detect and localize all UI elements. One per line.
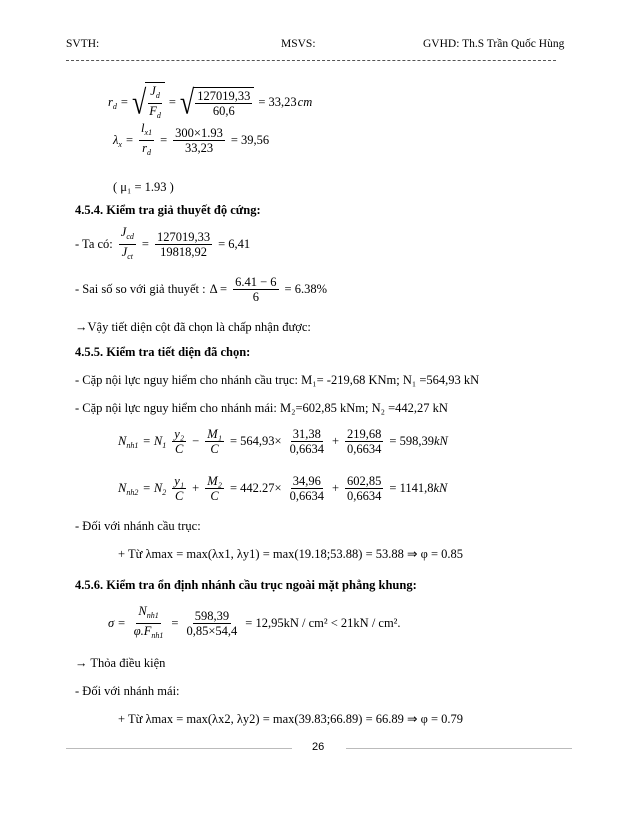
- roof-lambda-line: + Từ λmax = max(λx2, λy2) = max(39.83;66.89) = 66.89 ⇒ φ = 0.79: [118, 712, 463, 726]
- rd-numerator: 127019,33: [197, 89, 251, 103]
- sqrt-values: √ $\frac{127019,33}{60,6}$: [180, 87, 254, 118]
- crane-branch-label: - Đối với nhánh cầu trục:: [75, 519, 201, 533]
- phi-f-sub: nh1: [151, 631, 164, 640]
- rd-result: = 33,23: [258, 95, 297, 109]
- m1-symbol: M₁: [207, 427, 222, 441]
- lambda-denominator: 33,23: [184, 141, 214, 155]
- internal-force-crane: - Cặp nội lực nguy hiểm cho nhánh cầu trục: M₁= -219,68 KNm; N₁ =564,93 kN: [75, 373, 480, 387]
- c-symbol: C: [175, 442, 184, 456]
- c-value: 0,6634: [347, 489, 382, 503]
- ratio-denominator: 19818,92: [160, 245, 207, 259]
- header-divider: [66, 60, 556, 61]
- lx-symbol: l: [141, 121, 145, 135]
- jd-symbol: J: [150, 84, 156, 98]
- jd-sub: d: [155, 91, 160, 100]
- jct-sub: ct: [127, 252, 134, 261]
- jcd-symbol: J: [120, 225, 127, 239]
- c-value: 0,6634: [289, 489, 324, 503]
- footer-line-right: [346, 748, 572, 749]
- nnh1-symbol: N: [118, 433, 127, 448]
- header-right: GVHD: Th.S Trần Quốc Hùng: [423, 38, 565, 50]
- header-center: MSVS:: [281, 38, 316, 50]
- n2-symbol: = N: [142, 480, 163, 495]
- footer-line-left: [66, 748, 292, 749]
- delta-symbol: Δ =: [209, 282, 228, 296]
- equals-sign: =: [171, 616, 179, 630]
- error-result: = 6.38%: [284, 282, 327, 296]
- rd-symbol: r: [108, 94, 113, 109]
- rd-unit: cm: [297, 95, 313, 109]
- n1-value: = 564,93×: [229, 434, 282, 448]
- eq-stiffness-ratio: - Ta có: $\frac{J_{cd}}{J_{ct}}$ = $\frac{127019,33}{19818,92}$ = 6,41: [75, 225, 251, 261]
- n2-sub: 2: [162, 487, 167, 497]
- error-label: - Sai số so với giả thuyết :: [75, 282, 206, 296]
- y2-symbol: y₂: [174, 427, 185, 441]
- plus-sign: +: [331, 481, 340, 495]
- lambda-result: = 39,56: [230, 133, 270, 147]
- eq-sigma: [108, 604, 401, 643]
- y1-value: 34,96: [292, 474, 321, 488]
- jct-symbol: J: [121, 245, 128, 259]
- eq-nnh2: [118, 474, 447, 503]
- internal-force-roof: - Cặp nội lực nguy hiểm cho nhánh mái: M₂=602,85 kNm; N₂ =442,27 kN: [75, 401, 448, 415]
- eq-nnh1: [118, 427, 448, 456]
- sigma-result: = 12,95kN / cm² < 21kN / cm².: [245, 616, 401, 630]
- n-sub: nh1: [146, 611, 159, 620]
- plus-sign: +: [192, 481, 200, 495]
- n1-sub: 1: [162, 440, 167, 450]
- c-symbol: C: [210, 489, 219, 503]
- rd2-sub: d: [147, 148, 151, 157]
- nnh1-result: = 598,39: [389, 434, 434, 448]
- lx-sub: x1: [144, 128, 153, 137]
- sigma-denominator: 0,85×54,4: [186, 624, 238, 638]
- c-value: 0,6634: [347, 442, 382, 456]
- nnh2-symbol: N: [118, 480, 127, 495]
- mu-note: ( μ₁ = 1.93 ): [113, 180, 174, 194]
- ratio-numerator: 127019,33: [156, 230, 211, 244]
- ta-co-label: - Ta có:: [75, 237, 113, 251]
- roof-branch-label: - Đối với nhánh mái:: [75, 684, 180, 698]
- fd-symbol: F: [149, 104, 157, 118]
- error-numerator: 6.41 − 6: [235, 275, 277, 289]
- phi-f-symbol: φ.F: [133, 624, 152, 638]
- eq-error: [75, 275, 327, 304]
- header-left: SVTH:: [66, 38, 100, 50]
- n1-symbol: = N: [142, 433, 163, 448]
- ratio-result: = 6,41: [218, 237, 251, 251]
- lambda-numerator: 300×1.93: [175, 126, 223, 140]
- c-value: 0,6634: [289, 442, 324, 456]
- n2-value: = 442.27×: [229, 481, 282, 495]
- fd-sub: d: [156, 111, 161, 120]
- m1-value: 219,68: [347, 427, 382, 441]
- nnh1-unit: kN: [433, 434, 448, 448]
- sigma-symbol: σ =: [108, 616, 126, 630]
- m2-symbol: M₂: [207, 474, 222, 488]
- error-denominator: 6: [252, 290, 259, 304]
- nnh2-unit: kN: [433, 481, 448, 495]
- lambda-symbol: λ: [113, 132, 119, 147]
- y2-value: 31,38: [292, 427, 321, 441]
- page-number: 26: [312, 741, 325, 753]
- eq-rd: $r_d$ = √ $\frac{J_d}{F_d}$ = √ $\frac{127019,33}{60,6}$ = 33,23 cm: [108, 82, 312, 123]
- m2-value: 602,85: [347, 474, 382, 488]
- c-symbol: C: [210, 442, 219, 456]
- n-symbol: N: [138, 604, 147, 618]
- rd-denominator: 60,6: [212, 104, 235, 118]
- minus-sign: −: [192, 434, 200, 448]
- conclusion-accepted: →Vậy tiết diện cột đã chọn là chấp nhận được:: [75, 320, 311, 334]
- nnh2-sub: nh2: [126, 487, 139, 497]
- sigma-numerator: 598,39: [194, 609, 230, 623]
- section-4-5-5-title: 4.5.5. Kiểm tra tiết diện đã chọn:: [75, 345, 251, 359]
- section-4-5-6-title: 4.5.6. Kiểm tra ổn định nhánh cầu trục ngoài mặt phẳng khung:: [75, 578, 417, 592]
- sqrt-jd-fd: √ $\frac{J_d}{F_d}$: [132, 82, 165, 123]
- crane-lambda-line: + Từ λmax = max(λx1, λy1) = max(19.18;53.88) = 53.88 ⇒ φ = 0.85: [118, 547, 463, 561]
- eq-lambda: $\lambda_x$ = $\frac{l_{x1}}{r_d}$ = $\frac{300\times 1.93}{33,23}$ = 39,56: [113, 121, 270, 157]
- c-symbol: C: [175, 489, 184, 503]
- jcd-sub: cd: [126, 232, 134, 241]
- rd2-symbol: r: [142, 141, 147, 155]
- nnh1-sub: nh1: [126, 440, 139, 450]
- y1-symbol: y₁: [174, 474, 185, 488]
- section-4-5-4-title: 4.5.4. Kiểm tra giả thuyết độ cứng:: [75, 203, 261, 217]
- rd-sub: d: [112, 101, 117, 111]
- condition-satisfied: → Thỏa điều kiện: [75, 656, 166, 670]
- plus-sign: +: [331, 434, 340, 448]
- nnh2-result: = 1141,8: [389, 481, 434, 495]
- lambda-sub: x: [118, 139, 122, 149]
